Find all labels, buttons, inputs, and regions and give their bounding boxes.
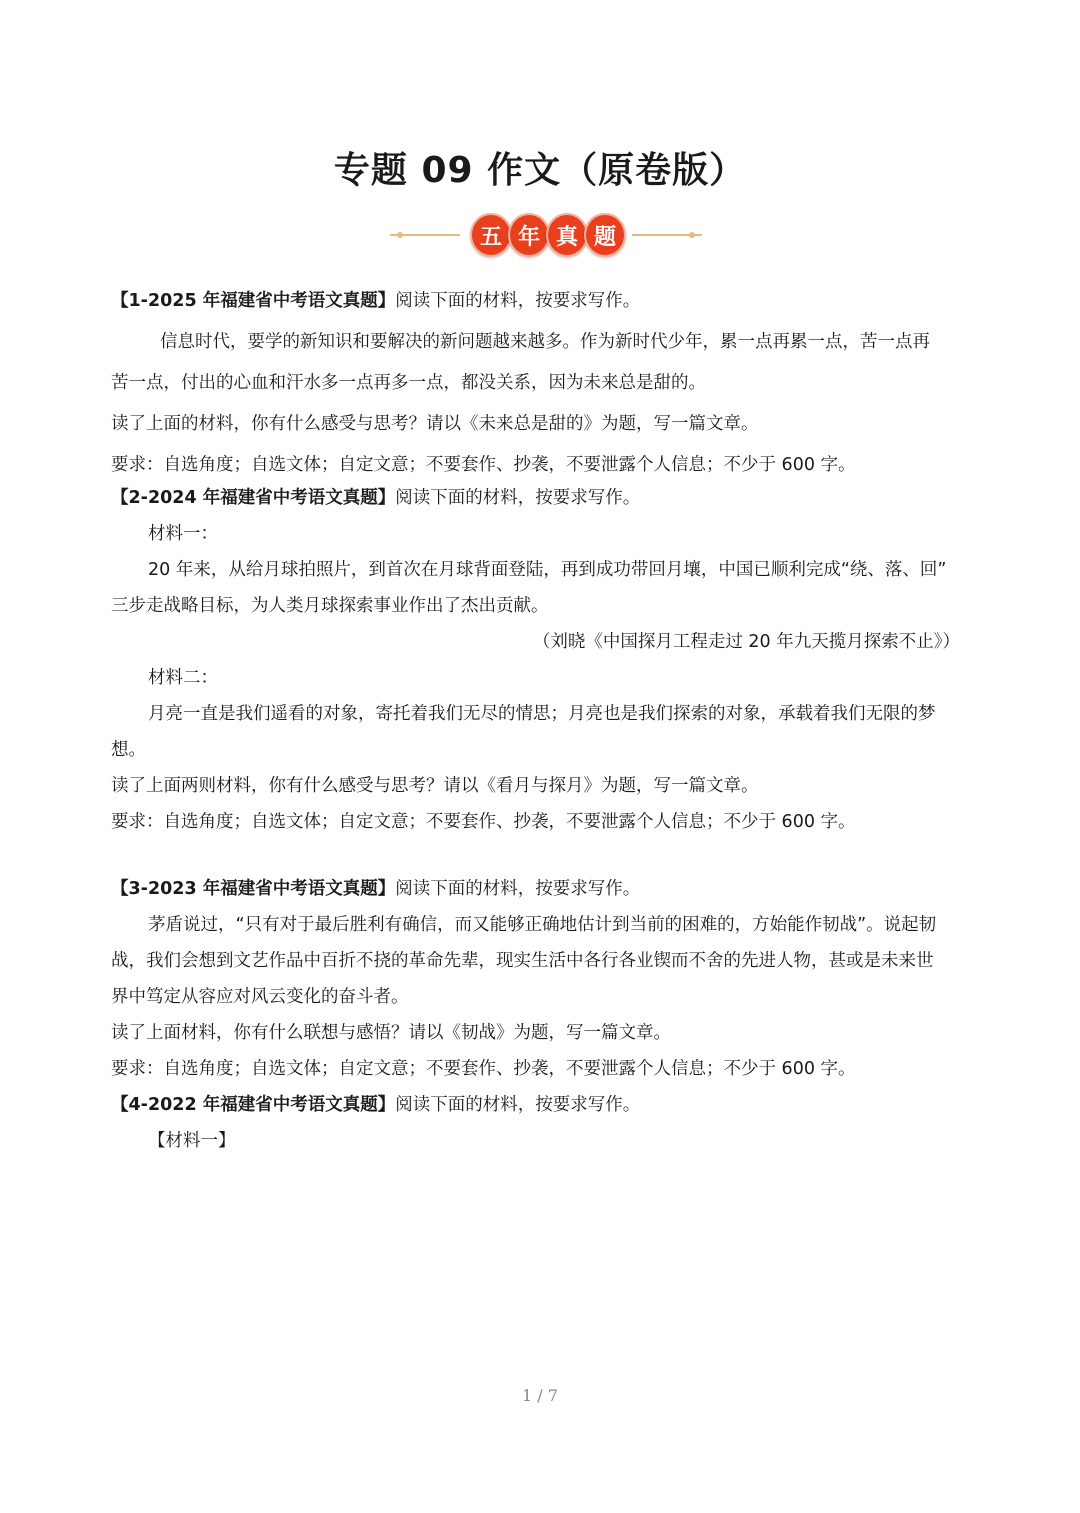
- banner-char: 五: [470, 213, 512, 257]
- q2-prompt: 读了上面两则材料，你有什么感受与思考？请以《看月与探月》为题，写一篇文章。: [111, 776, 759, 796]
- question-1-intro: 阅读下面的材料，按要求写作。: [395, 291, 641, 311]
- q3-prompt: 读了上面材料，你有什么联想与感悟？请以《韧战》为题，写一篇文章。: [111, 1023, 671, 1043]
- question-2-intro: 阅读下面的材料，按要求写作。: [395, 488, 641, 508]
- question-2-title: [111, 486, 640, 510]
- question-4-intro: 阅读下面的材料，按要求写作。: [395, 1095, 641, 1115]
- question-2-heading: 【2-2024 年福建省中考语文真题】: [111, 488, 396, 508]
- page-title: 专题 09 作文（原卷版）: [333, 150, 747, 191]
- section-banner: [390, 213, 702, 257]
- q1-paragraph: 信息时代，要学的新知识和要解决的新问题越来越多。作为新时代少年，累一点再累一点，苦一点再: [160, 332, 930, 352]
- banner-char: 真: [546, 213, 588, 257]
- question-4-heading: 【4-2022 年福建省中考语文真题】: [111, 1095, 396, 1115]
- q2-requirements: 要求：自选角度；自选文体；自定文意；不要套作、抄袭，不要泄露个人信息；不少于 600 字。: [111, 812, 856, 832]
- q2-paragraph: 三步走战略目标，为人类月球探索事业作出了杰出贡献。: [111, 596, 549, 616]
- q1-requirements: 要求：自选角度；自选文体；自定文意；不要套作、抄袭，不要泄露个人信息；不少于 600 字。: [111, 455, 856, 475]
- q3-requirements: 要求：自选角度；自选文体；自定文意；不要套作、抄袭，不要泄露个人信息；不少于 600 字。: [111, 1059, 856, 1079]
- question-3-heading: 【3-2023 年福建省中考语文真题】: [111, 879, 396, 899]
- q2-paragraph: 月亮一直是我们遥看的对象，寄托着我们无尽的情思；月亮也是我们探索的对象，承载着我们无限的梦: [148, 704, 936, 724]
- banner-badges: [470, 213, 622, 257]
- question-3-title: [111, 877, 640, 901]
- banner-char: 题: [584, 213, 626, 257]
- q3-paragraph: 茅盾说过，“只有对于最后胜利有确信，而又能够正确地估计到当前的困难的，方始能作韧战”。说起韧: [148, 915, 937, 935]
- q1-paragraph: 苦一点，付出的心血和汗水多一点再多一点，都没关系，因为未来总是甜的。: [111, 373, 706, 393]
- left-ornament-icon: [390, 232, 460, 238]
- q2-material-1-label: 材料一：: [148, 524, 218, 544]
- q4-material-1-label: 【材料一】: [148, 1131, 236, 1151]
- question-4-title: [111, 1093, 640, 1117]
- q2-material-1-source: （刘晓《中国探月工程走过 20 年九天揽月探索不止》）: [532, 632, 960, 652]
- question-3-intro: 阅读下面的材料，按要求写作。: [395, 879, 641, 899]
- q2-paragraph: 想。: [111, 740, 146, 760]
- q3-paragraph: 战，我们会想到文艺作品中百折不挠的革命先辈，现实生活中各行各业锲而不舍的先进人物，甚或是未来世: [111, 951, 934, 971]
- q3-paragraph: 界中笃定从容应对风云变化的奋斗者。: [111, 987, 409, 1007]
- q2-material-2-label: 材料二：: [148, 668, 218, 688]
- q2-paragraph: 20 年来，从给月球拍照片，到首次在月球背面登陆，再到成功带回月壤，中国已顺利完成“绕、落、回”: [148, 560, 947, 580]
- page-number: 1 / 7: [522, 1386, 558, 1405]
- right-ornament-icon: [632, 232, 702, 238]
- q1-prompt: 读了上面的材料，你有什么感受与思考？请以《未来总是甜的》为题，写一篇文章。: [111, 414, 759, 434]
- question-1-title: [111, 289, 640, 313]
- banner-char: 年: [508, 213, 550, 257]
- question-1-heading: 【1-2025 年福建省中考语文真题】: [111, 291, 396, 311]
